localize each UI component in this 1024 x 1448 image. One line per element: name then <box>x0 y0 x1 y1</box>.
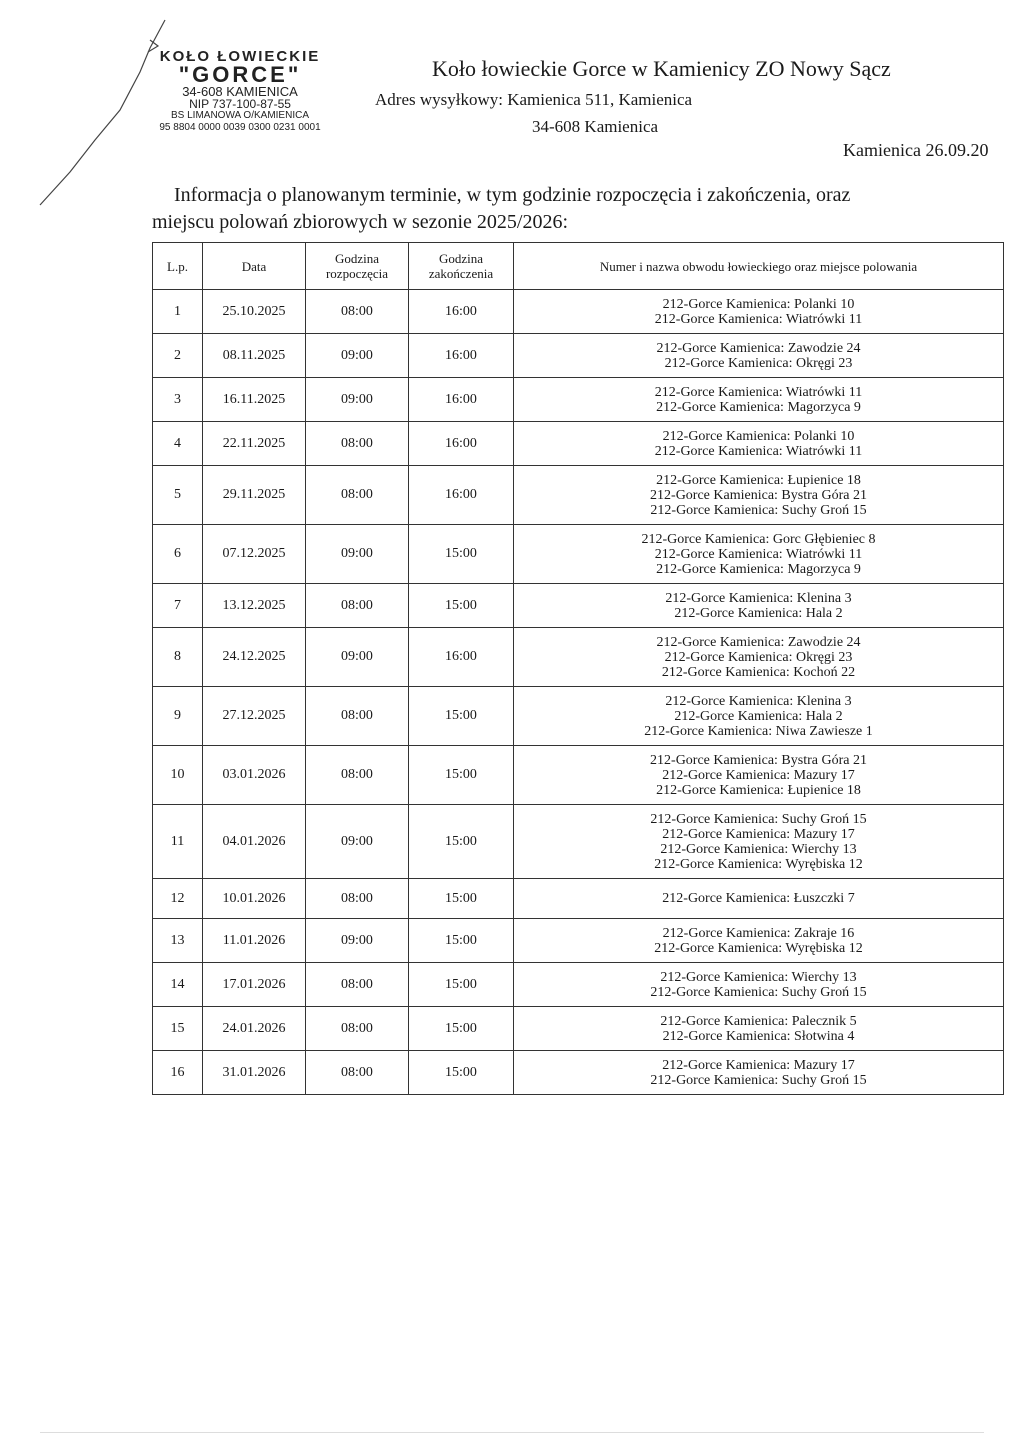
cell-lp: 15 <box>153 1007 203 1051</box>
cell-start: 08:00 <box>306 584 409 628</box>
cell-date: 04.01.2026 <box>203 805 306 879</box>
cell-locations <box>514 466 1004 525</box>
location-line: 212-Gorce Kamienica: Hala 2 <box>674 708 843 724</box>
cell-locations <box>514 746 1004 805</box>
cell-end: 15:00 <box>409 919 514 963</box>
table-row <box>153 805 1004 879</box>
cell-locations <box>514 290 1004 334</box>
cell-lp: 1 <box>153 290 203 334</box>
cell-start: 08:00 <box>306 290 409 334</box>
location-line: 212-Gorce Kamienica: Bystra Góra 21 <box>650 487 867 503</box>
location-line: 212-Gorce Kamienica: Suchy Groń 15 <box>650 984 867 1000</box>
table-row <box>153 290 1004 334</box>
cell-locations <box>514 805 1004 879</box>
table-row <box>153 919 1004 963</box>
cell-lp: 5 <box>153 466 203 525</box>
table-row <box>153 422 1004 466</box>
cell-date: 08.11.2025 <box>203 334 306 378</box>
cell-end: 16:00 <box>409 422 514 466</box>
location-line: 212-Gorce Kamienica: Magorzyca 9 <box>656 561 861 577</box>
hunt-schedule-table <box>152 242 1004 1095</box>
location-line: 212-Gorce Kamienica: Wyrębiska 12 <box>654 940 863 956</box>
cell-lp: 13 <box>153 919 203 963</box>
cell-lp: 7 <box>153 584 203 628</box>
header-start: Godzina rozpoczęcia <box>306 243 409 290</box>
location-line: 212-Gorce Kamienica: Kochoń 22 <box>661 664 856 680</box>
table-row <box>153 1051 1004 1095</box>
intro-line-1: Informacja o planowanym terminie, w tym godzinie rozpoczęcia i zakończenia, oraz <box>174 184 851 206</box>
table-row <box>153 334 1004 378</box>
cell-date: 29.11.2025 <box>203 466 306 525</box>
location-line: 212-Gorce Kamienica: Łupienice 18 <box>656 782 861 798</box>
location-line: 212-Gorce Kamienica: Niwa Zawiesze 1 <box>644 723 873 739</box>
location-line: 212-Gorce Kamienica: Wiatrówki 11 <box>654 384 863 400</box>
cell-locations <box>514 525 1004 584</box>
cell-lp: 16 <box>153 1051 203 1095</box>
cell-end: 16:00 <box>409 466 514 525</box>
location-line: 212-Gorce Kamienica: Zawodzie 24 <box>656 340 861 356</box>
cell-start: 08:00 <box>306 746 409 805</box>
location-line: 212-Gorce Kamienica: Palecznik 5 <box>660 1013 857 1029</box>
cell-lp: 4 <box>153 422 203 466</box>
cell-locations <box>514 1051 1004 1095</box>
table-row <box>153 687 1004 746</box>
table-row <box>153 963 1004 1007</box>
cell-start: 09:00 <box>306 628 409 687</box>
cell-date: 10.01.2026 <box>203 879 306 919</box>
cell-end: 15:00 <box>409 879 514 919</box>
cell-locations <box>514 422 1004 466</box>
header-date: Kamienica 26.09.20 <box>843 140 989 160</box>
cell-end: 16:00 <box>409 290 514 334</box>
cell-lp: 11 <box>153 805 203 879</box>
table-row <box>153 584 1004 628</box>
table-row <box>153 746 1004 805</box>
cell-start: 08:00 <box>306 1007 409 1051</box>
location-line: 212-Gorce Kamienica: Suchy Groń 15 <box>650 1072 867 1088</box>
cell-start: 09:00 <box>306 805 409 879</box>
stamp-line-6: 95 8804 0000 0039 0300 0231 0001 <box>159 122 321 133</box>
cell-locations <box>514 1007 1004 1051</box>
cell-end: 15:00 <box>409 687 514 746</box>
cell-start: 08:00 <box>306 422 409 466</box>
cell-locations <box>514 963 1004 1007</box>
cell-date: 11.01.2026 <box>203 919 306 963</box>
cell-start: 09:00 <box>306 919 409 963</box>
cell-lp: 6 <box>153 525 203 584</box>
location-line: 212-Gorce Kamienica: Magorzyca 9 <box>656 399 861 415</box>
location-line: 212-Gorce Kamienica: Polanki 10 <box>662 296 855 312</box>
location-line: 212-Gorce Kamienica: Wiatrówki 11 <box>654 546 863 562</box>
table-row <box>153 628 1004 687</box>
location-line: 212-Gorce Kamienica: Mazury 17 <box>662 1057 855 1073</box>
cell-lp: 10 <box>153 746 203 805</box>
location-line: 212-Gorce Kamienica: Wierchy 13 <box>660 841 857 857</box>
cell-start: 09:00 <box>306 525 409 584</box>
organization-stamp <box>120 48 360 134</box>
location-line: 212-Gorce Kamienica: Polanki 10 <box>662 428 855 444</box>
cell-lp: 8 <box>153 628 203 687</box>
stamp-line-1: KOŁO ŁOWIECKIE <box>159 48 321 65</box>
cell-lp: 9 <box>153 687 203 746</box>
header-location: Numer i nazwa obwodu łowieckiego oraz miejsce polowania <box>514 243 1004 290</box>
location-line: 212-Gorce Kamienica: Słotwina 4 <box>662 1028 855 1044</box>
location-line: 212-Gorce Kamienica: Okręgi 23 <box>664 355 853 371</box>
cell-end: 15:00 <box>409 1007 514 1051</box>
location-line: 212-Gorce Kamienica: Wiatrówki 11 <box>654 311 863 327</box>
cell-lp: 12 <box>153 879 203 919</box>
location-line: 212-Gorce Kamienica: Mazury 17 <box>662 826 855 842</box>
cell-lp: 3 <box>153 378 203 422</box>
cell-locations <box>514 687 1004 746</box>
table-row <box>153 378 1004 422</box>
cell-end: 15:00 <box>409 1051 514 1095</box>
cell-date: 22.11.2025 <box>203 422 306 466</box>
stamp-line-5: BS LIMANOWA O/KAMIENICA <box>171 110 309 121</box>
cell-date: 03.01.2026 <box>203 746 306 805</box>
cell-end: 15:00 <box>409 525 514 584</box>
cell-start: 08:00 <box>306 687 409 746</box>
cell-end: 16:00 <box>409 378 514 422</box>
cell-locations <box>514 378 1004 422</box>
cell-locations <box>514 334 1004 378</box>
cell-start: 08:00 <box>306 1051 409 1095</box>
cell-end: 15:00 <box>409 584 514 628</box>
cell-start: 09:00 <box>306 334 409 378</box>
cell-end: 15:00 <box>409 963 514 1007</box>
location-line: 212-Gorce Kamienica: Zakraje 16 <box>662 925 855 941</box>
cell-date: 13.12.2025 <box>203 584 306 628</box>
header-end: Godzina zakończenia <box>409 243 514 290</box>
header-address: Adres wysyłkowy: Kamienica 511, Kamienica <box>375 90 693 109</box>
page-bottom-rule <box>40 1432 984 1433</box>
stamp-line-2: "GORCE" <box>178 62 302 87</box>
cell-end: 15:00 <box>409 805 514 879</box>
cell-locations <box>514 879 1004 919</box>
location-line: 212-Gorce Kamienica: Klenina 3 <box>665 590 852 606</box>
cell-end: 16:00 <box>409 628 514 687</box>
location-line: 212-Gorce Kamienica: Wiatrówki 11 <box>654 443 863 459</box>
header-date: Data <box>203 243 306 290</box>
intro-line-2: miejscu polowań zbiorowych w sezonie 2025/2026: <box>152 211 569 233</box>
location-line: 212-Gorce Kamienica: Klenina 3 <box>665 693 852 709</box>
cell-date: 24.12.2025 <box>203 628 306 687</box>
cell-date: 25.10.2025 <box>203 290 306 334</box>
table-row <box>153 1007 1004 1051</box>
cell-lp: 2 <box>153 334 203 378</box>
location-line: 212-Gorce Kamienica: Mazury 17 <box>662 767 855 783</box>
location-line: 212-Gorce Kamienica: Suchy Groń 15 <box>650 811 867 827</box>
table-row <box>153 466 1004 525</box>
cell-date: 27.12.2025 <box>203 687 306 746</box>
location-line: 212-Gorce Kamienica: Wyrębiska 12 <box>654 856 863 872</box>
cell-locations <box>514 919 1004 963</box>
header-lp: L.p. <box>153 243 203 290</box>
stamp-line-4: NIP 737-100-87-55 <box>189 97 291 111</box>
cell-start: 08:00 <box>306 466 409 525</box>
cell-start: 09:00 <box>306 378 409 422</box>
cell-end: 16:00 <box>409 334 514 378</box>
location-line: 212-Gorce Kamienica: Suchy Groń 15 <box>650 502 867 518</box>
location-line: 212-Gorce Kamienica: Zawodzie 24 <box>656 634 861 650</box>
header-title: Koło łowieckie Gorce w Kamienicy ZO Nowy Sącz <box>432 56 891 81</box>
cell-date: 31.01.2026 <box>203 1051 306 1095</box>
cell-lp: 14 <box>153 963 203 1007</box>
cell-locations <box>514 584 1004 628</box>
intro-paragraph <box>152 182 982 236</box>
location-line: 212-Gorce Kamienica: Łuszczki 7 <box>662 891 855 906</box>
stamp-line-3: 34-608 KAMIENICA <box>182 84 298 99</box>
cell-date: 16.11.2025 <box>203 378 306 422</box>
location-line: 212-Gorce Kamienica: Łupienice 18 <box>656 472 861 488</box>
location-line: 212-Gorce Kamienica: Okręgi 23 <box>664 649 853 665</box>
table-row <box>153 879 1004 919</box>
location-line: 212-Gorce Kamienica: Bystra Góra 21 <box>650 752 867 768</box>
cell-start: 08:00 <box>306 963 409 1007</box>
cell-locations <box>514 628 1004 687</box>
cell-date: 07.12.2025 <box>203 525 306 584</box>
cell-date: 24.01.2026 <box>203 1007 306 1051</box>
table-row <box>153 525 1004 584</box>
location-line: 212-Gorce Kamienica: Gorc Głębieniec 8 <box>641 531 876 547</box>
cell-end: 15:00 <box>409 746 514 805</box>
cell-date: 17.01.2026 <box>203 963 306 1007</box>
location-line: 212-Gorce Kamienica: Hala 2 <box>674 605 843 621</box>
header-city: 34-608 Kamienica <box>532 117 659 136</box>
location-line: 212-Gorce Kamienica: Wierchy 13 <box>660 969 857 985</box>
cell-start: 08:00 <box>306 879 409 919</box>
table-header-row <box>153 243 1004 290</box>
